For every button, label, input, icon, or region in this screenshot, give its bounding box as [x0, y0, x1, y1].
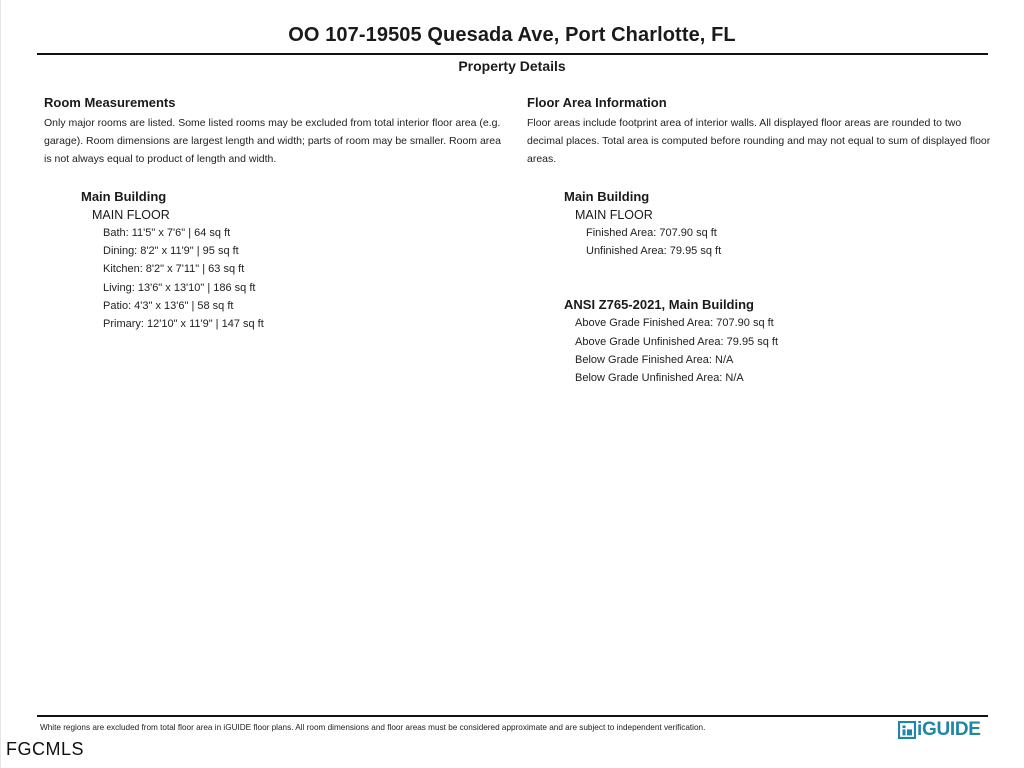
room-measurements-description: Only major rooms are listed. Some listed rooms may be excluded from total interior floor area (e.g. garage). Room dimensions are largest length and width; parts of room may be smaller. Room area is not always equal to product of length and width. — [44, 117, 501, 165]
ansi-heading: ANSI Z765-2021, Main Building — [564, 297, 754, 313]
page-subtitle: Property Details — [458, 58, 566, 74]
floor-area-section — [527, 95, 992, 387]
room-line-dining: Dining: 8'2" x 11'9" | 95 sq ft — [103, 245, 239, 258]
ansi-line-below-unfinished: Below Grade Unfinished Area: N/A — [575, 372, 744, 385]
room-line-bath: Bath: 11'5" x 7'6" | 64 sq ft — [103, 227, 231, 239]
room-line-living: Living: 13'6" x 13'10" | 186 sq ft — [103, 281, 256, 294]
area-line-unfinished: Unfinished Area: 79.95 sq ft — [586, 245, 722, 258]
footer-divider — [37, 715, 988, 717]
room-measurements-section — [44, 95, 509, 333]
room-floor-heading: MAIN FLOOR — [92, 208, 170, 222]
room-line-kitchen: Kitchen: 8'2" x 7'11" | 63 sq ft — [103, 263, 245, 276]
room-line-primary: Primary: 12'10" x 11'9" | 147 sq ft — [103, 318, 264, 331]
room-line-patio: Patio: 4'3" x 13'6" | 58 sq ft — [103, 299, 234, 312]
iguide-brand-text: iGUIDE — [917, 719, 981, 740]
ansi-line-above-unfinished: Above Grade Unfinished Area: 79.95 sq ft — [575, 335, 779, 348]
mls-watermark: FGCMLS — [6, 739, 85, 759]
room-measurements-heading: Room Measurements — [44, 95, 176, 110]
ansi-line-above-finished: Above Grade Finished Area: 707.90 sq ft — [575, 317, 774, 330]
iguide-brand — [898, 719, 981, 741]
room-building-heading: Main Building — [81, 189, 167, 204]
page-title: OO 107-19505 Quesada Ave, Port Charlotte, FL — [288, 24, 736, 46]
header-divider — [37, 53, 988, 55]
floor-area-description: Floor areas include footprint area of interior walls. All displayed floor areas are rounded to two decimal places. Total area is computed before rounding and may not equal to sum of displayed floor areas. — [527, 117, 991, 165]
floor-area-building-block — [527, 188, 992, 387]
area-floor-heading: MAIN FLOOR — [575, 208, 653, 222]
page-edge — [0, 0, 1, 768]
iguide-logo-icon — [898, 721, 916, 739]
area-line-finished: Finished Area: 707.90 sq ft — [586, 227, 717, 239]
floor-area-heading: Floor Area Information — [527, 95, 667, 110]
room-measurements-building-block — [44, 188, 509, 333]
footer-disclaimer: White regions are excluded from total floor area in iGUIDE floor plans. All room dimensions and floor areas must be considered approximate and are subject to independent verification. — [40, 723, 706, 732]
area-building-heading: Main Building — [564, 189, 650, 204]
ansi-line-below-finished: Below Grade Finished Area: N/A — [575, 353, 734, 366]
